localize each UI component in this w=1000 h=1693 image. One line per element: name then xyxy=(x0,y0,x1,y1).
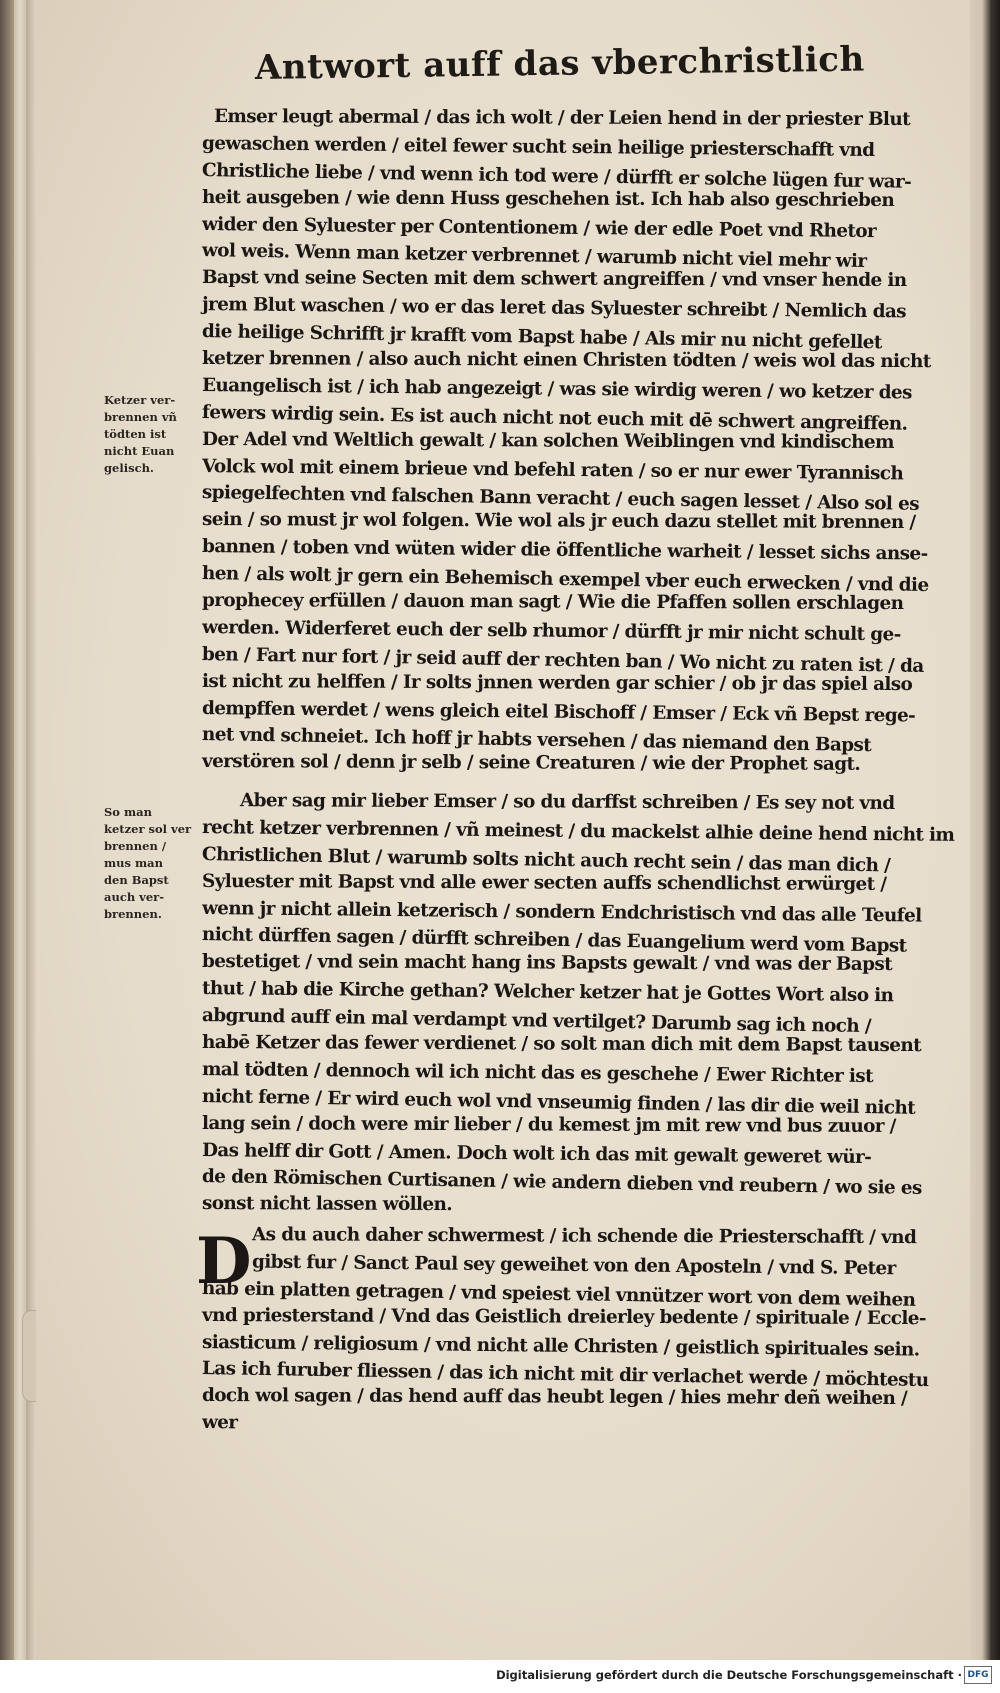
text-line: Das helff dir Gott / Amen. Doch wolt ich das mit gewalt geweret wür- xyxy=(201,1139,872,1168)
marginal-line: brennen. xyxy=(104,907,162,921)
text-line: doch wol sagen / das hend auff das heubt legen / hies mehr deñ weihen / xyxy=(201,1385,908,1410)
digitization-footer xyxy=(0,1660,1000,1693)
marginal-line: auch ver- xyxy=(104,890,165,904)
text-line: wol weis. Wenn man ketzer verbrennet / warumb nicht viel mehr wir xyxy=(201,240,867,273)
text-line: ketzer brennen / also auch nicht einen Christen tödten / weis wol das nicht xyxy=(201,348,931,373)
paragraph-1 xyxy=(202,104,956,776)
text-line: bestetiget / vnd sein macht hang ins Bapsts gewalt / vnd was der Bapst xyxy=(201,951,893,976)
text-line: hen / als wolt jr gern ein Behemisch exempel vber euch erwecken / vnd die xyxy=(201,563,929,597)
text-line: As du auch daher schwermest / ich schende die Priesterschafft / vnd xyxy=(251,1224,917,1249)
text-line: fewers wirdig sein. Es ist auch nicht not euch mit dē schwert angreiffen. xyxy=(201,401,908,435)
paragraph-3 xyxy=(202,1222,956,1437)
text-line: Syluester mit Bapst vnd alle ewer secten auffs schendlichst erwürget / xyxy=(201,870,887,895)
text-line: gibst fur / Sanct Paul sey geweihet von den Aposteln / vnd S. Peter xyxy=(251,1251,896,1280)
text-line: Emser leugt abermal / das ich wolt / der Leien hend in der priester Blut xyxy=(213,106,911,131)
text-line: mal tödten / dennoch wil ich nicht das es geschehe / Ewer Richter ist xyxy=(201,1058,874,1087)
text-line: nicht dürffen sagen / dürfft schreiben / das Euangelium werd vom Bapst xyxy=(201,924,907,958)
text-line: thut / hab die Kirche gethan? Welcher ketzer hat je Gottes Wort also in xyxy=(201,978,894,1007)
marginal-line: So man xyxy=(104,805,152,819)
text-line: jrem Blut waschen / wo er das leret das Syluester schreibt / Nemlich das xyxy=(201,294,907,323)
text-line: Volck wol mit einem brieue vnd befehl raten / so er nur ewer Tyrannisch xyxy=(201,455,904,484)
marginal-line: gelisch. xyxy=(104,461,154,475)
text-line: de den Römischen Curtisanen / wie andern dieben vnd reubern / wo sie es xyxy=(201,1166,922,1200)
text-line: Las ich furuber fliessen / das ich nicht mit dir verlachet werde / möchtestu xyxy=(201,1358,929,1392)
text-line: werden. Widerferet euch der selb rhumor / dürfft jr mir nicht schult ge- xyxy=(201,616,901,646)
text-line: ist nicht zu helffen / Ir solts jnnen werden gar schier / ob jr das spiel also xyxy=(201,670,913,695)
text-line: Christliche liebe / vnd wenn ich tod were / dürfft er solche lügen fur war- xyxy=(201,159,912,193)
text-line: siasticum / religiosum / vnd nicht alle Christen / geistlich spirituales sein. xyxy=(201,1331,920,1361)
text-line: Der Adel vnd Weltlich gewalt / kan solchen Weiblingen vnd kindischem xyxy=(201,428,894,453)
text-line: recht ketzer verbrennen / vñ meinest / du mackelst alhie deine hend nicht im xyxy=(201,816,955,846)
text-line: gewaschen werden / eitel fewer sucht sein heilige priesterschafft vnd xyxy=(201,132,875,161)
dfg-logo-icon: DFG xyxy=(964,1666,992,1684)
page-edges-inner xyxy=(26,0,36,1660)
text-line: wider den Syluester per Contentionem / wie der edle Poet vnd Rhetor xyxy=(201,213,877,242)
marginal-line: den Bapst xyxy=(104,873,169,887)
text-line: ben / Fart nur fort / jr seid auff der rechten ban / Wo nicht zu raten ist / da xyxy=(201,643,924,677)
text-line: abgrund auff ein mal verdampt vnd vertilget? Darumb sag ich noch / xyxy=(201,1005,872,1038)
marginal-line: ketzer sol ver xyxy=(104,822,192,836)
text-line: Aber sag mir lieber Emser / so du darffst schreiben / Es sey not vnd xyxy=(239,790,895,815)
binding-shadow xyxy=(0,0,14,1660)
page-edges xyxy=(14,0,26,1660)
marginal-line: brennen / xyxy=(104,839,167,853)
text-line: verstören sol / denn jr selb / seine Creaturen / wie der Prophet sagt. xyxy=(201,751,861,776)
footer-credit: Digitalisierung gefördert durch die Deutsche Forschungsgemeinschaft · xyxy=(496,1668,962,1682)
text-line: wenn jr nicht allein ketzerisch / sondern Endchristisch vnd das alle Teufel xyxy=(201,897,922,927)
text-line: lang sein / doch were mir lieber / du kemest jm mit rew vnd bus zuuor / xyxy=(201,1112,896,1137)
text-line: dempffen werdet / wens gleich eitel Bischoff / Emser / Eck vñ Bepst rege- xyxy=(201,697,916,727)
marginal-line: tödten ist xyxy=(104,427,167,441)
marginal-note-2 xyxy=(104,804,196,923)
marginal-line: brennen vñ xyxy=(104,410,177,424)
marginal-line: nicht Euan xyxy=(104,444,175,458)
text-line: bannen / toben vnd wüten wider die öffentliche warheit / lesset sichs anse- xyxy=(201,536,928,565)
text-line: habē Ketzer das fewer verdienet / so solt man dich mit dem Bapst tausent xyxy=(201,1032,922,1057)
text-line: nicht ferne / Er wird euch wol vnd vnseumig finden / las dir die weil nicht xyxy=(201,1085,916,1119)
marginal-line: Ketzer ver- xyxy=(104,393,176,407)
text-line: sonst nicht lassen wöllen. xyxy=(201,1193,453,1216)
text-line: sein / so must jr wol folgen. Wie wol als jr euch dazu stellet mit brennen / xyxy=(201,509,916,534)
paragraph-2 xyxy=(202,788,956,1218)
marginal-line: mus man xyxy=(104,856,163,870)
text-line: net vnd schneiet. Ich hoff jr habts versehen / das niemand den Bapst xyxy=(201,724,872,757)
text-line: vnd priesterstand / Vnd das Geistlich dreierley bedente / spirituale / Eccle- xyxy=(201,1304,926,1329)
right-page-edge xyxy=(970,0,1000,1660)
text-line: Bapst vnd seine Secten mit dem schwert angreiffen / vnd vnser hende in xyxy=(201,267,907,292)
text-line: hab ein platten getragen / vnd speiest viel vnnützer wort von dem weihen xyxy=(201,1277,916,1311)
text-line: Euangelisch ist / ich hab angezeigt / was sie wirdig weren / wo ketzer des xyxy=(201,374,912,404)
running-head: Antwort auff das vberchristlich xyxy=(254,39,865,88)
text-line: heit ausgeben / wie denn Huss geschehen ist. Ich hab also geschrieben xyxy=(201,186,895,211)
text-line: spiegelfechten vnd falschen Bann veracht / euch sagen lesset / Also sol es xyxy=(201,482,920,516)
marginal-note-1 xyxy=(104,392,196,477)
text-line: die heilige Schrifft jr krafft vom Bapst habe / Als mir nu nicht gefellet xyxy=(201,321,882,354)
text-line: wer xyxy=(201,1412,238,1434)
text-line: Christlichen Blut / warumb solts nicht auch recht sein / das man dich / xyxy=(201,843,891,877)
drop-capital: D xyxy=(196,1224,252,1299)
text-line: prophecey erfüllen / dauon man sagt / Wie die Pfaffen sollen erschlagen xyxy=(201,590,904,615)
